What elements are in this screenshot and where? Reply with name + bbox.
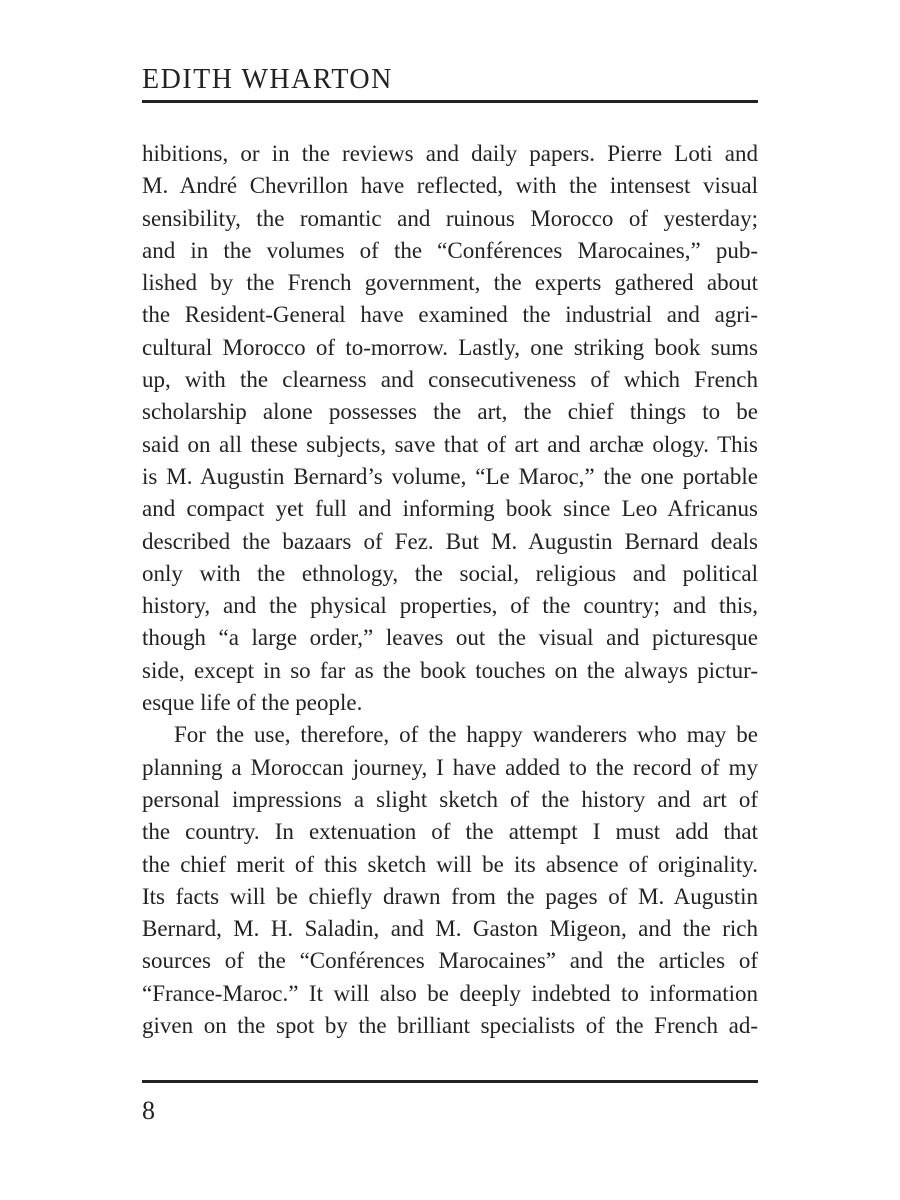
text-line: “France-Maroc.” It will also be deeply indebted to information [142, 980, 758, 1006]
text-line: said on all these subjects, save that of art and archæ ology. This [142, 431, 758, 457]
text-line: up, with the clearness and consecutiveness of which French [142, 367, 758, 393]
text-line: the Resident-General have examined the industrial and agri- [142, 302, 758, 328]
footer-rule [142, 1080, 758, 1083]
text-line: though “a large order,” leaves out the visual and picturesque [142, 625, 758, 651]
text-line: personal impressions a slight sketch of the history and art of [142, 786, 758, 812]
text-line: only with the ethnology, the social, religious and political [142, 560, 758, 586]
text-line: Bernard, M. H. Saladin, and M. Gaston Migeon, and the rich [142, 916, 758, 942]
text-line: described the bazaars of Fez. But M. Augustin Bernard deals [142, 528, 758, 554]
text-line: lished by the French government, the experts gathered about [142, 270, 758, 296]
text-line: side, except in so far as the book touches on the always pictur- [142, 657, 758, 683]
running-head: EDITH WHARTON [142, 64, 393, 95]
text-line: Its facts will be chiefly drawn from the pages of M. Augustin [142, 883, 758, 909]
text-line: is M. Augustin Bernard’s volume, “Le Maroc,” the one portable [142, 463, 758, 489]
text-line: and compact yet full and informing book since Leo Africanus [142, 496, 758, 522]
text-line: hibitions, or in the reviews and daily papers. Pierre Loti and [142, 141, 758, 166]
body-text [142, 138, 758, 1042]
text-line: the country. In extenuation of the attempt I must add that [142, 819, 758, 845]
text-line: M. André Chevrillon have reflected, with the intensest visual [142, 173, 758, 199]
text-line: and in the volumes of the “Conférences Marocaines,” pub- [142, 237, 758, 263]
text-line: the chief merit of this sketch will be its absence of originality. [142, 851, 758, 877]
text-line: planning a Moroccan journey, I have added to the record of my [142, 754, 758, 780]
paragraph-last-line: esque life of the people. [142, 690, 363, 716]
paragraph-first-line: For the use, therefore, of the happy wanderers who may be [174, 722, 758, 748]
text-line: sources of the “Conférences Marocaines” and the articles of [142, 948, 758, 974]
text-line: given on the spot by the brilliant specialists of the French ad- [142, 1013, 758, 1039]
page-number: 8 [142, 1096, 155, 1125]
header-rule [142, 100, 758, 103]
text-line: history, and the physical properties, of the country; and this, [142, 593, 758, 619]
text-line: sensibility, the romantic and ruinous Morocco of yesterday; [142, 205, 758, 231]
text-line: scholarship alone possesses the art, the chief things to be [142, 399, 758, 425]
text-line: cultural Morocco of to-morrow. Lastly, one striking book sums [142, 334, 758, 360]
